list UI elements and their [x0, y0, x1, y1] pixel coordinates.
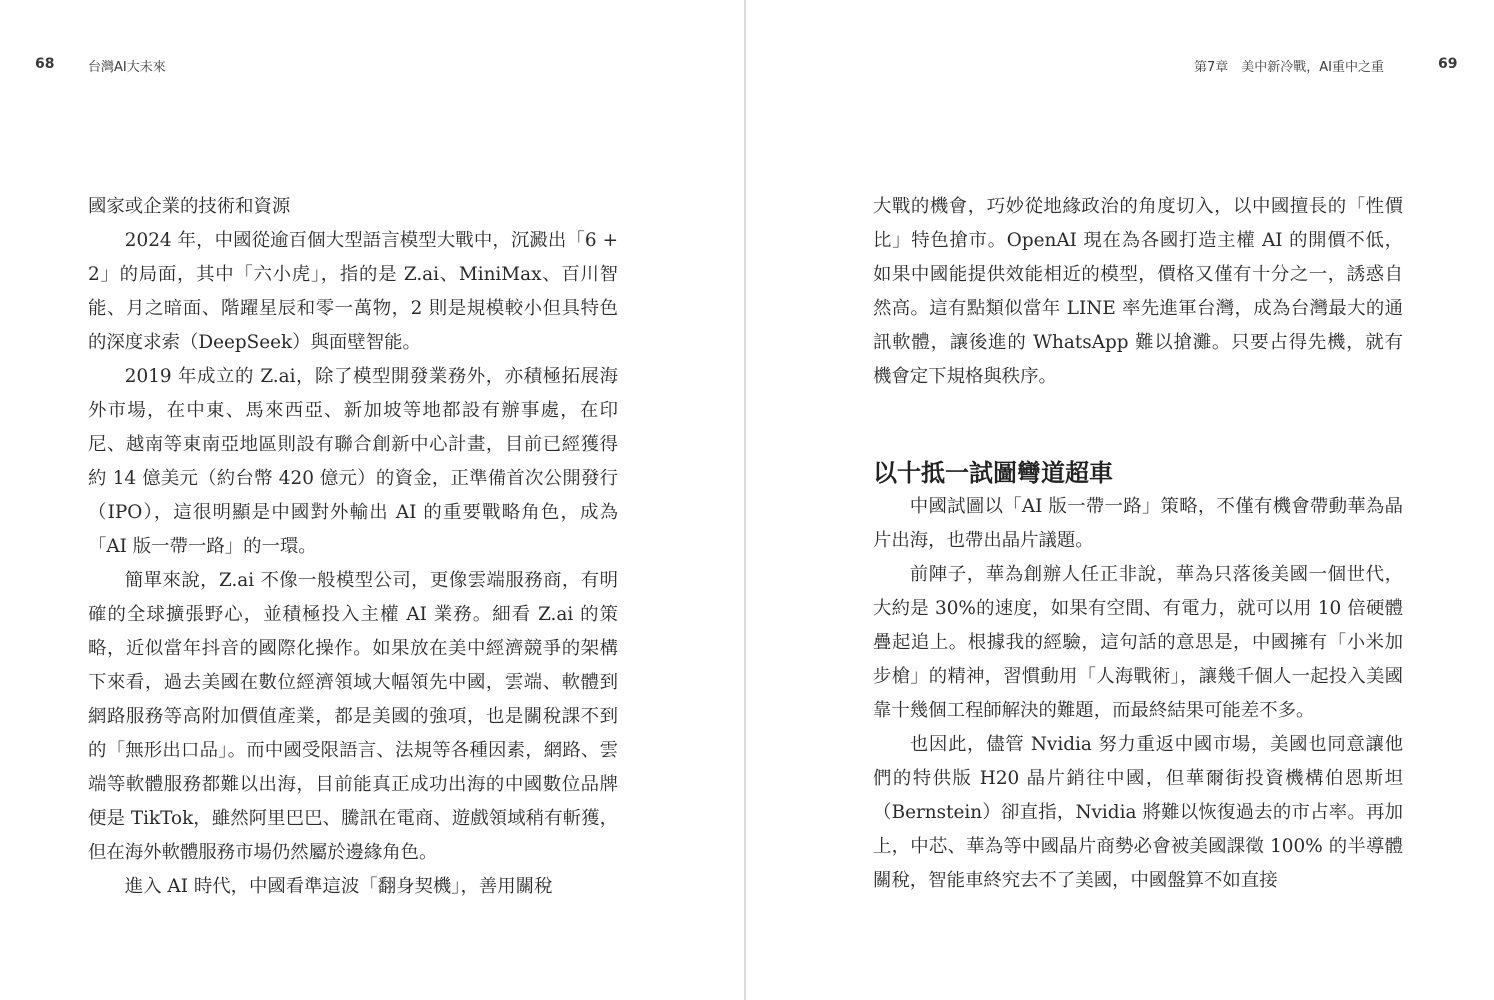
paragraph: 中國試圖以「AI 版一帶一路」策略，不僅有機會帶動華為晶片出海，也帶出晶片議題。: [873, 496, 1403, 551]
paragraph: 也因此，儘管 Nvidia 努力重返中國市場，美國也同意讓他們的特供版 H20 晶片銷往中國，但華爾街投資機構伯恩斯坦（Bernstein）卻直指，Nvidia 將難以恢復過去的市占率。再加上，中芯、華為等中國晶片商勢必會被美國課徵 100% 的半導體關稅，智能車終究去不了美國，中國盤算不如直接: [873, 734, 1403, 891]
paragraph: 2019 年成立的 Z.ai，除了模型開發業務外，亦積極拓展海外市場，在中東、馬來西亞、新加坡等地都設有辦事處，在印尼、越南等東南亞地區則設有聯合創新中心計畫，目前已經獲得約 14 億美元（約台幣 420 億元）的資金，正準備首次公開發行（IPO），這很明顯是中國對外輸出 AI 的重要戰略角色，成為「AI 版一帶一路」的一環。: [88, 366, 618, 557]
running-title-left: 台灣AI大未來: [88, 60, 166, 75]
running-title-right: 第7章 美中新冷戰，AI重中之重: [1194, 60, 1384, 75]
left-page: [0, 0, 744, 1000]
left-body-text: [88, 190, 618, 904]
paragraph: 2024 年，中國從逾百個大型語言模型大戰中，沉澱出「6 + 2」的局面，其中「六小虎」，指的是 Z.ai、MiniMax、百川智能、月之暗面、階躍星辰和零一萬物，2 則是規模較小但具特色的深度求索（DeepSeek）與面壁智能。: [88, 230, 618, 353]
page-number-right: 69: [1438, 56, 1458, 72]
section-heading: 以十抵一試圖彎道超車: [873, 459, 1113, 487]
page-number-left: 68: [35, 56, 55, 72]
paragraph: 國家或企業的技術和資源: [88, 196, 291, 217]
right-body-text: [873, 190, 1403, 898]
paragraph: 大戰的機會，巧妙從地緣政治的角度切入，以中國擅長的「性價比」特色搶市。OpenAI 現在為各國打造主權 AI 的開價不低，如果中國能提供效能相近的模型，價格又僅有十分之一，誘惑自然高。這有點類似當年 LINE 率先進軍台灣，成為台灣最大的通訊軟體，讓後進的 WhatsApp 難以搶灘。只要占得先機，就有機會定下規格與秩序。: [873, 196, 1403, 387]
paragraph: 前陣子，華為創辦人任正非說，華為只落後美國一個世代，大約是 30%的速度，如果有空間、有電力，就可以用 10 倍硬體疊起追上。根據我的經驗，這句話的意思是，中國擁有「小米加步槍」的精神，習慣動用「人海戰術」，讓幾千個人一起投入美國靠十幾個工程師解決的難題，而最終結果可能差不多。: [873, 564, 1403, 721]
paragraph: 簡單來說，Z.ai 不像一般模型公司，更像雲端服務商，有明確的全球擴張野心，並積極投入主權 AI 業務。細看 Z.ai 的策略，近似當年抖音的國際化操作。如果放在美中經濟競爭的架構下來看，過去美國在數位經濟領域大幅領先中國，雲端、軟體到網路服務等高附加價值產業，都是美國的強項，也是關稅課不到的「無形出口品」。而中國受限語言、法規等各種因素，網路、雲端等軟體服務都難以出海，目前能真正成功出海的中國數位品牌便是 TikTok，雖然阿里巴巴、騰訊在電商、遊戲領域稍有斬獲，但在海外軟體服務市場仍然屬於邊緣角色。: [88, 570, 618, 863]
paragraph: 進入 AI 時代，中國看準這波「翻身契機」，善用關稅: [124, 876, 553, 897]
right-page: [746, 0, 1494, 1000]
